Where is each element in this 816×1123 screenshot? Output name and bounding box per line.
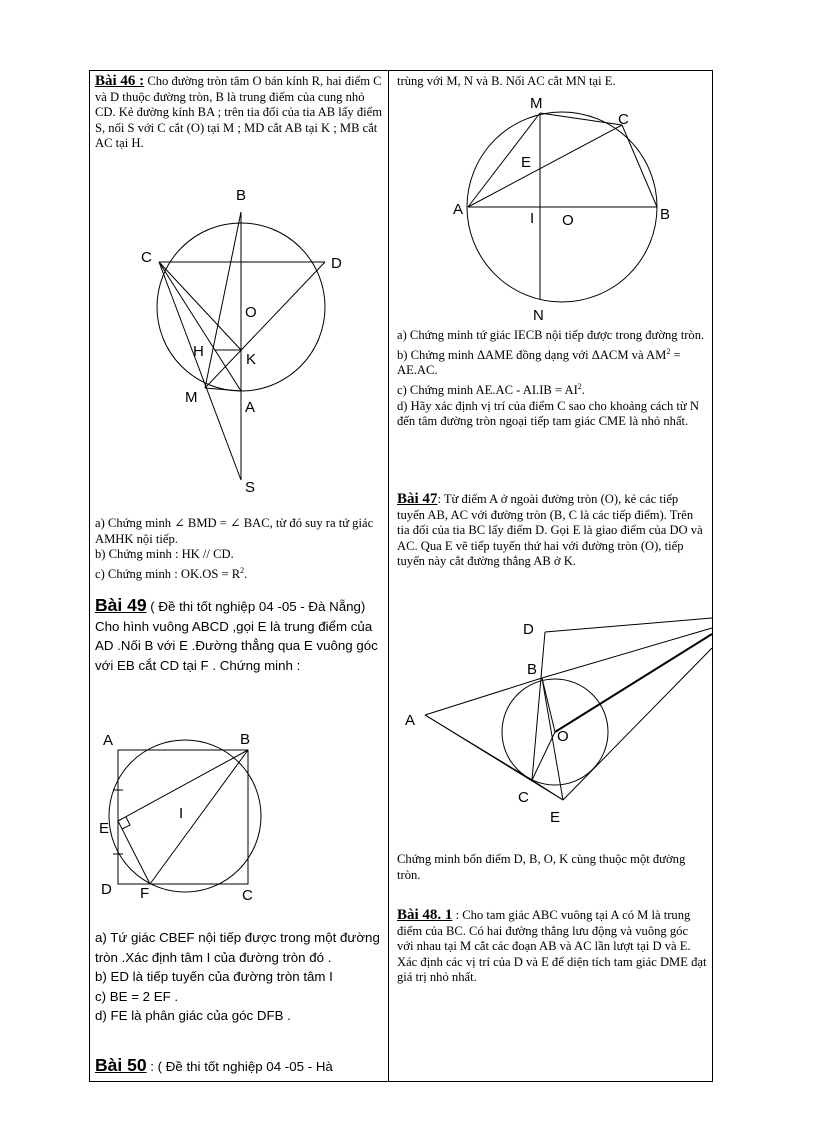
- bai46-cont-figure: [450, 92, 680, 322]
- bai49-q-a: a) Tứ giác CBEF nội tiếp được trong một đường tròn .Xác định tâm I của đường tròn đó .: [95, 930, 380, 965]
- bai46-q-a: a) Chứng minh ∠ BMD = ∠ BAC, từ đó suy ra tứ giác AMHK nội tiếp.: [95, 516, 374, 546]
- bai46-line-MD: [205, 262, 325, 388]
- bai47-task-block: [397, 852, 707, 883]
- bai46-label-B: B: [236, 187, 247, 204]
- bai46-label-C: C: [141, 249, 152, 266]
- bai46-line-CK: [159, 262, 241, 350]
- bai47-figure: [400, 612, 712, 827]
- line-AC: [468, 125, 622, 207]
- label-M: M: [530, 95, 543, 112]
- label-N: N: [533, 307, 544, 324]
- label-I: I: [530, 210, 535, 227]
- bai46-q-b: b) Chứng minh : HK // CD.: [95, 547, 234, 562]
- line-CB: [622, 125, 657, 207]
- bai49-figure: [95, 720, 285, 904]
- bai46-line-MA: [205, 388, 241, 391]
- bai47-label-B: B: [527, 661, 538, 678]
- bai46-cont-q-b: b) Chứng minh ΔAME đồng dạng với ΔACM và $AM^2 = AE.AC$.: [397, 346, 681, 378]
- bai49-questions: [95, 928, 383, 1026]
- label-C: C: [618, 111, 629, 128]
- bai47-label-E: E: [550, 809, 561, 826]
- bai46-cont-text: trùng với M, N và B. Nối AC cắt MN tại E.: [397, 74, 616, 88]
- bai46-label-H: H: [193, 343, 204, 360]
- bai46-cont-questions: [397, 328, 707, 430]
- bai50-heading: Bài 50: [95, 1055, 147, 1075]
- bai50-heading-block: [95, 1056, 383, 1077]
- bai49-q-d: d) FE là phân giác của góc DFB .: [95, 1008, 291, 1023]
- bai47-line-EK: [563, 648, 712, 800]
- bai49-source: ( Đề thi tốt nghiệp 04 -05 - Đà Nẵng): [146, 599, 366, 614]
- column-divider: [388, 70, 389, 1082]
- bai46-q-c: c) Chứng minh : $OK.OS = R^2$.: [95, 565, 248, 581]
- bai50-source: : ( Đề thi tốt nghiệp 04 -05 - Hà: [146, 1059, 333, 1074]
- bai48-heading: Bài 48. 1: [397, 907, 453, 923]
- bai46-label-A: A: [245, 399, 256, 416]
- bai47-line-BK: [542, 628, 712, 678]
- bai49-label-F: F: [140, 885, 150, 902]
- bai48-block: [397, 908, 707, 986]
- bai49-heading: Bài 49: [95, 595, 147, 615]
- bai46-intro-block: [95, 74, 383, 152]
- bai49-right-angle: [122, 817, 130, 829]
- bai49-label-A: A: [103, 732, 114, 749]
- bai47-intro-block: [397, 492, 707, 570]
- bai46-label-S: S: [245, 479, 256, 496]
- bai49-line-EF: [118, 821, 150, 884]
- bai46-line-MB: [205, 212, 241, 388]
- bai49-label-C: C: [242, 887, 253, 904]
- label-B: B: [660, 206, 671, 223]
- bai46-cont-q-a: a) Chứng minh tứ giác IECB nội tiếp được trong đường tròn.: [397, 328, 705, 342]
- bai47-label-C: C: [518, 789, 529, 806]
- bai47-line-AB: [425, 678, 542, 715]
- bai46-label-K: K: [246, 351, 257, 368]
- bai46-label-O: O: [245, 304, 257, 321]
- bai49-label-I: I: [179, 805, 184, 822]
- bai46-cont-q-c: c) Chứng minh $AE.AC - AI.IB = AI^2$.: [397, 381, 585, 398]
- bai47-heading: Bài 47: [397, 491, 438, 507]
- bai47-line-CE: [532, 780, 563, 800]
- bai46-heading: Bài 46 :: [95, 73, 145, 89]
- label-E: E: [521, 154, 532, 171]
- bai47-label-D: D: [523, 621, 534, 638]
- bai49-intro: Cho hình vuông ABCD ,gọi E là trung điểm của AD .Nối B với E .Đường thẳng qua E vuông góc với EB cắt CD tại F . Chứng minh :: [95, 618, 378, 673]
- bai49-q-c: c) BE = 2 EF .: [95, 988, 179, 1004]
- bai46-questions: [95, 516, 383, 583]
- bai48-intro: : Cho tam giác ABC vuông tại A có M là trung điểm của BC. Có hai đường thẳng lưu động và vuông góc với nhau tại M cắt các đoạn AB và AC lần lượt tại D và E. Xác định các vị trí của D và E để diện tích tam giác DME đạt giá trị nhỏ nhất.: [397, 908, 707, 985]
- bai49-intro-block: [95, 596, 383, 675]
- bai46-figure: [135, 180, 355, 500]
- label-O: O: [562, 212, 574, 229]
- label-A: A: [453, 201, 464, 218]
- bai46-label-M: M: [185, 389, 198, 406]
- bai46-cont-q-d: d) Hãy xác định vị trí của điểm C sao cho khoảng cách từ N đến tâm đường tròn ngoại tiếp tam giác CME là nhỏ nhất.: [397, 398, 699, 429]
- bai49-q-b: b) ED là tiếp tuyến của đường tròn tâm I: [95, 969, 333, 984]
- bai47-line-DK: [545, 618, 712, 632]
- bai47-intro: : Từ điểm A ở ngoài đường tròn (O), kẻ các tiếp tuyến AB, AC với đường tròn (B, C là các tiếp điểm). Trên tia đối của tia BC lấy điểm D. Gọi E là giao điểm của DO và AC. Qua E vẽ tiếp tuyến thứ hai với đường tròn (O), tiếp tuyến này cắt đường thẳng AB ở K.: [397, 492, 703, 569]
- bai47-line-BO: [542, 678, 555, 732]
- bai49-label-D: D: [101, 881, 112, 898]
- bai47-line-OK: [555, 634, 712, 732]
- line-MC: [540, 113, 622, 125]
- bai47-label-A: A: [405, 712, 416, 729]
- bai49-label-B: B: [240, 731, 251, 748]
- bai46-intro: Cho đường tròn tâm O bán kính R, hai điểm C và D thuộc đường tròn, B là trung điểm của cung nhỏ CD. Kẻ đường kính BA ; trên tia đối của tia AB lấy điểm S, nối S với C cắt (O) tại M ; MD cắt AB tại K ; MB cắt AC tại H.: [95, 74, 383, 151]
- bai47-task: Chứng minh bốn điểm D, B, O, K cùng thuộc một đường tròn.: [397, 852, 686, 882]
- bai49-label-E: E: [99, 820, 110, 837]
- bai49-line-FB: [150, 750, 248, 884]
- bai46-label-D: D: [331, 255, 342, 272]
- bai47-label-O: O: [557, 728, 569, 745]
